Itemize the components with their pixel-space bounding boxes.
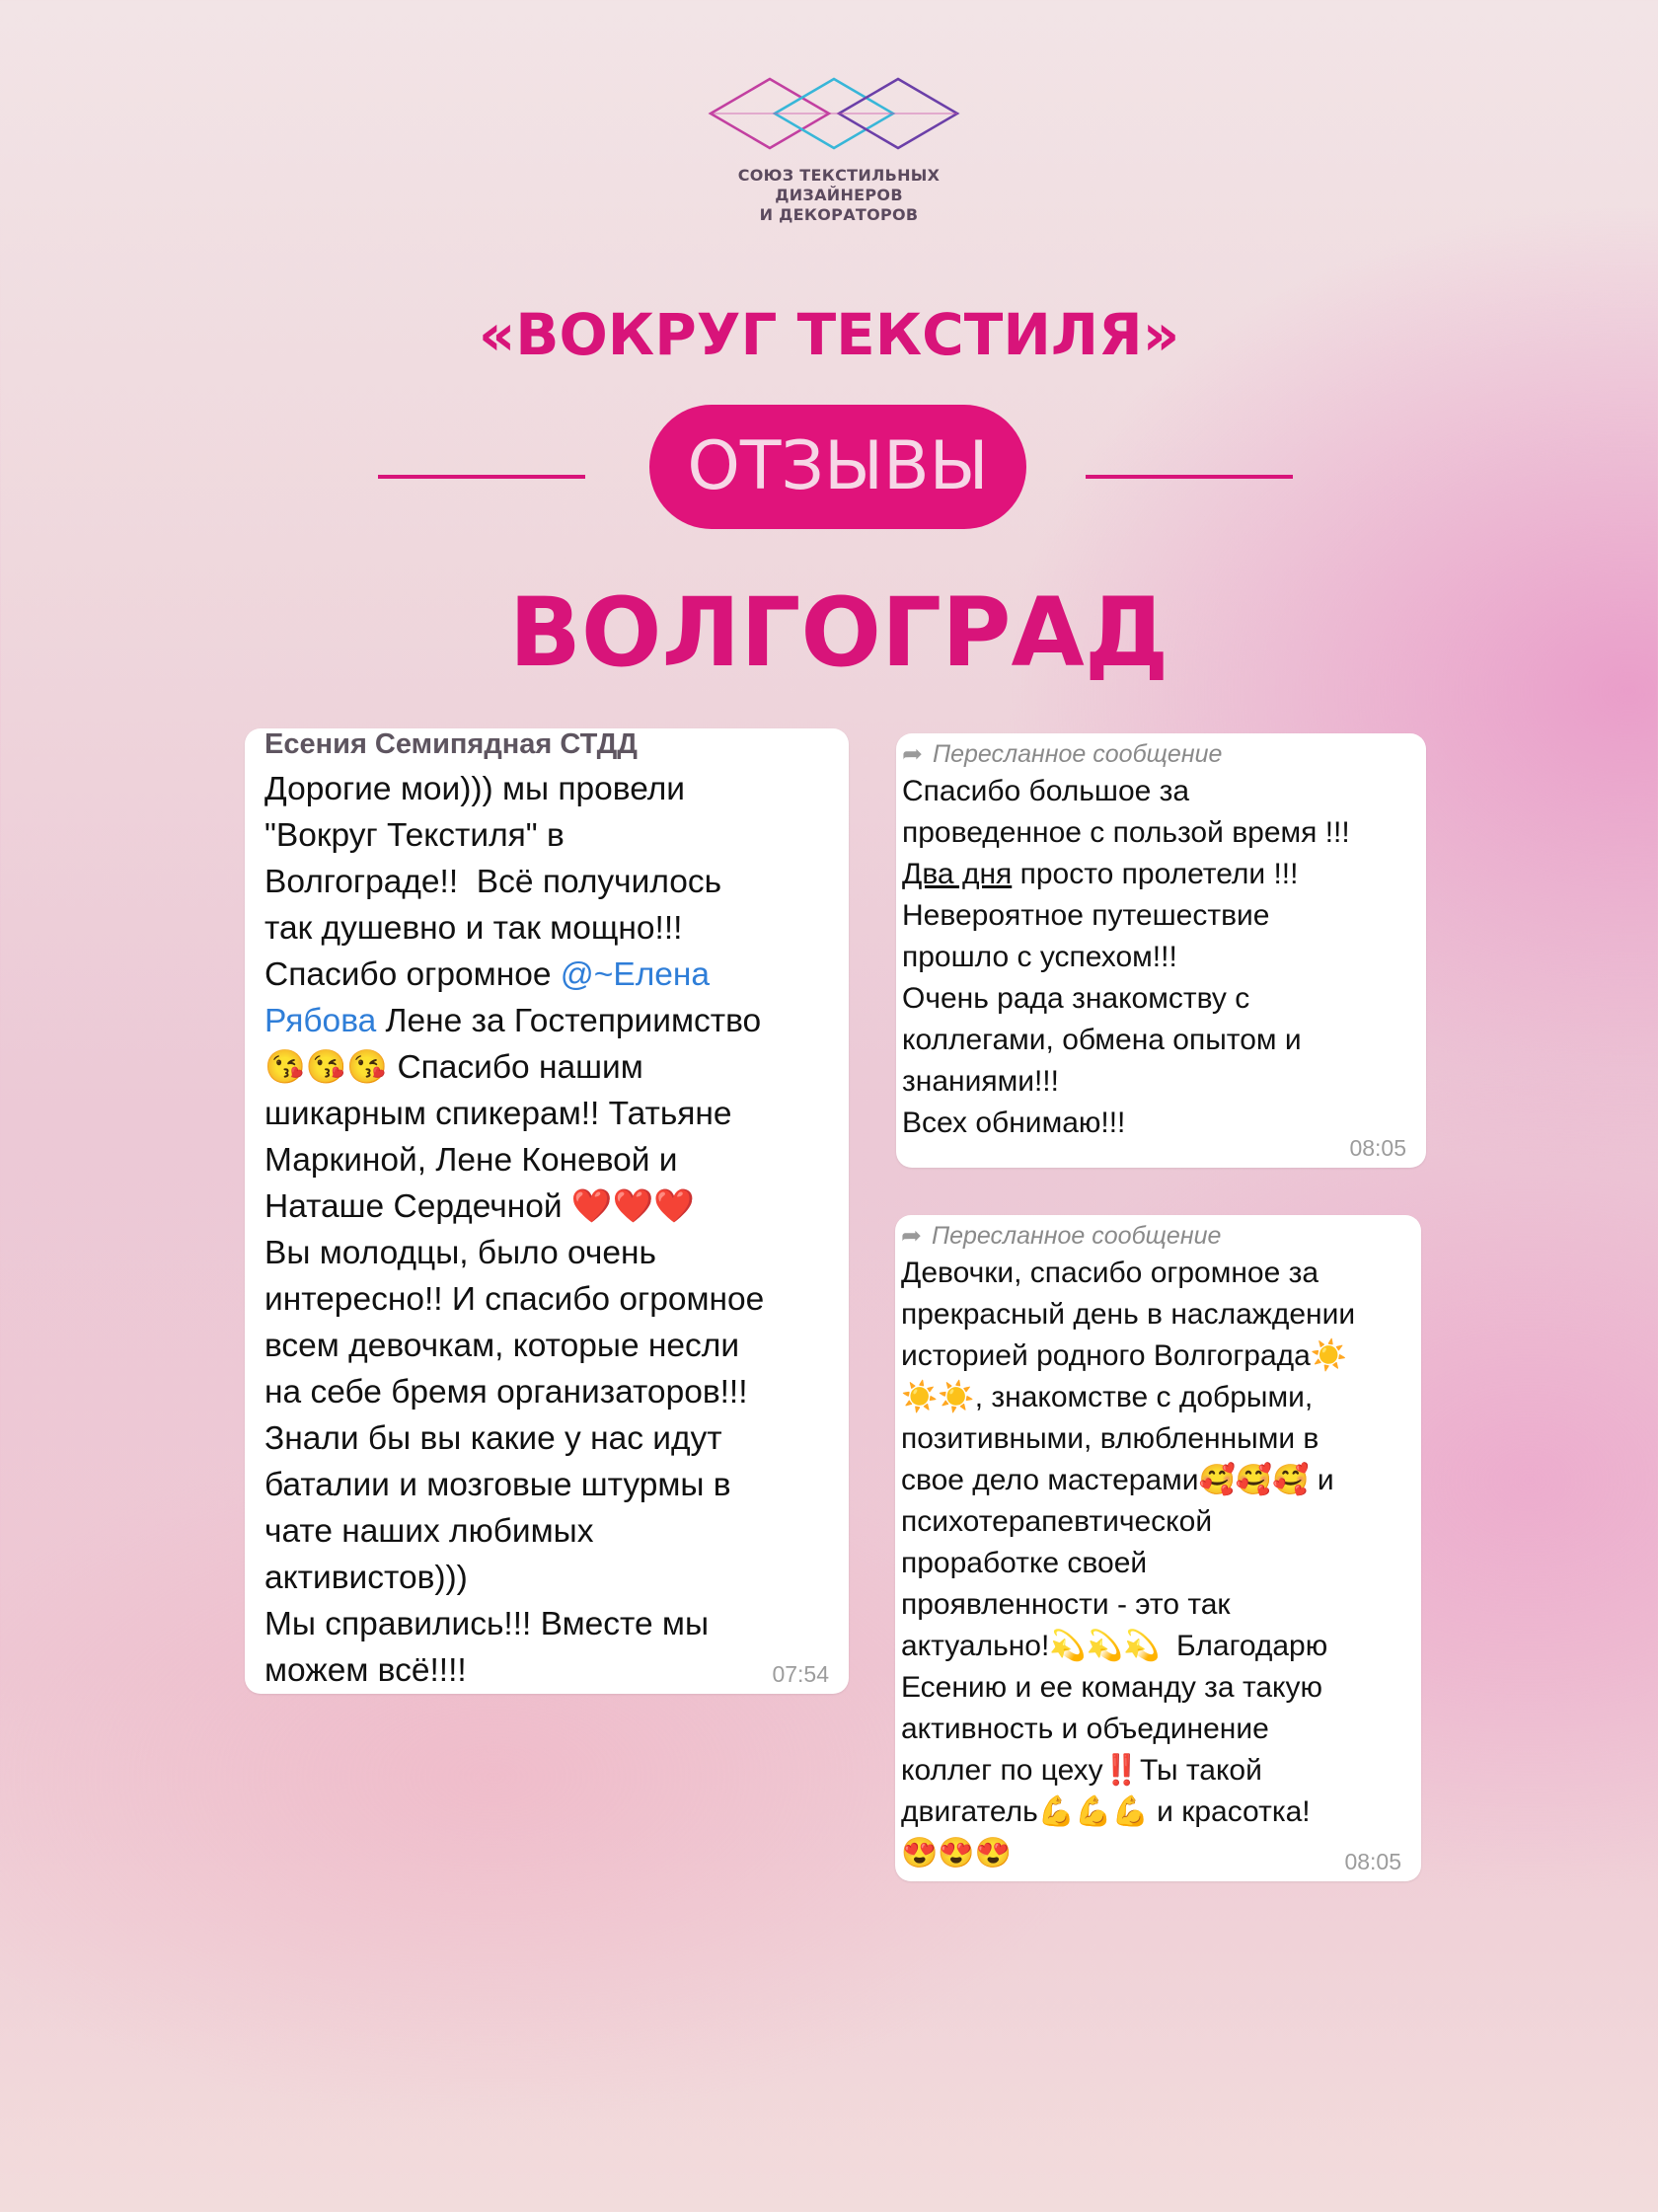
- forwarded-label: Пересланное сообщение: [931, 1222, 1222, 1250]
- diamonds-logo-icon: [701, 69, 977, 158]
- message-text-part: Лене за Гостеприимство 😘😘😘 Спасибо нашим шикарным спикерам!! Татьяне Маркиной, Лене Коневой и Наташе Сердечной ❤️❤️❤️ Вы молодцы, было очень интересно!! И спасибо огромное всем девочкам, которые несли на себе бремя организаторов!!! Знали бы вы какие у нас идут баталии и мозговые штурмы в чате наших любимых активистов))) Мы справились!!! Вместе мы можем всё!!!!: [264, 1003, 765, 1689]
- message-sender: Есения Семипядная СТДД: [264, 728, 638, 760]
- event-title: «ВОКРУГ ТЕКСТИЛЯ»: [478, 301, 1180, 368]
- message-time: 07:54: [772, 1661, 829, 1687]
- message-bubble-2: [896, 733, 1426, 1168]
- divider-right: [1086, 475, 1293, 479]
- message-text-part: Спасибо большое за проведенное с пользой время !!!: [902, 775, 1350, 849]
- city-title: ВОЛГОГРАД: [508, 577, 1169, 688]
- underlined-text: Два дня: [902, 858, 1013, 890]
- org-logo: [691, 69, 987, 225]
- message-time: 08:05: [1344, 1849, 1401, 1874]
- forwarded-label: Пересланное сообщение: [932, 740, 1223, 768]
- org-name-line1: СОЮЗ ТЕКСТИЛЬНЫХ ДИЗАЙНЕРОВ: [737, 166, 941, 204]
- message-text-part: просто пролетели !!! Невероятное путешествие прошло с успехом!!! Очень рада знакомству с коллегами, обмена опытом и знаниями!!! Всех обнимаю!!!: [902, 858, 1302, 1139]
- forward-arrow-icon: ➦: [901, 1222, 922, 1250]
- message-text-part: Дорогие мои))) мы провели "Вокруг Текстиля" в Волгограде!! Всё получилось так душевно и так мощно!!! Спасибо огромное: [264, 771, 722, 993]
- org-name-line2: И ДЕКОРАТОРОВ: [759, 205, 919, 224]
- divider-left: [378, 475, 585, 479]
- message-text: [902, 771, 1423, 1144]
- forward-arrow-icon: ➦: [902, 740, 923, 768]
- user-mention-link[interactable]: @~Елена Рябова: [264, 956, 711, 1039]
- message-time: 08:05: [1349, 1135, 1406, 1161]
- reviews-badge: ОТЗЫВЫ: [649, 405, 1026, 529]
- message-bubble-3: [895, 1215, 1421, 1881]
- message-text: Девочки, спасибо огромное за прекрасный день в наслаждении историей родного Волгограда☀️ ☀️☀️, знакомстве с добрыми, позитивными, влюбленными в свое дело мастерами🥰🥰🥰 и психотерапевтической проработке своей проявленности - это так актуально!💫💫💫 Благодарю Есению и ее команду за такую активность и объединение коллег по цеху‼️Ты такой двигатель💪💪💪 и красотка! 😍😍😍: [901, 1257, 1356, 1869]
- forwarded-header: [902, 739, 1222, 769]
- message-bubble-1: [245, 728, 849, 1694]
- forwarded-header: [901, 1221, 1221, 1251]
- org-name: [691, 166, 987, 225]
- message-text: [264, 766, 847, 1694]
